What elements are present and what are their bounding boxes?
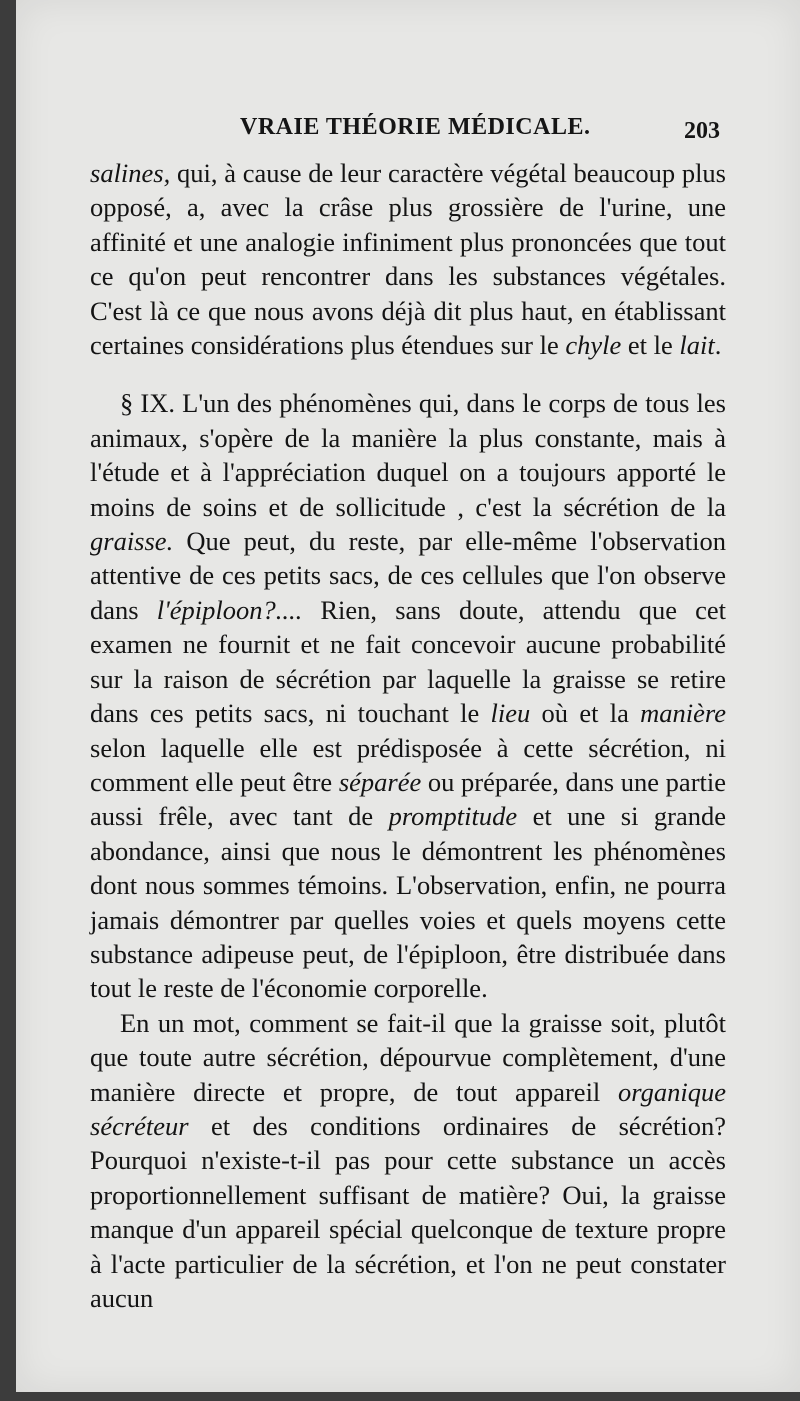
- italic-word: organique sécréteur: [90, 1076, 726, 1141]
- book-page: [16, 0, 800, 1392]
- italic-word: l'épiploon?....: [156, 594, 303, 625]
- text-body: [90, 156, 726, 1315]
- text-run: et des conditions ordinaires de sécrétion? Pourquoi n'existe-t-il pas pour cette substance un accès proportionnellement suffisant de matière? Oui, la graisse manque d'un appareil spécial quelconque de texture propre à l'acte particulier de la sécrétion, et l'on ne peut constater aucun: [90, 1110, 726, 1313]
- text-run: Que peut, du reste, par elle-même l'observation attentive de ces petits sacs, de ces cellules que l'on observe dans: [90, 526, 726, 625]
- italic-word: graisse.: [90, 526, 174, 557]
- paragraph-1: [90, 156, 726, 362]
- italic-word: salines,: [90, 158, 171, 188]
- italic-word: lait: [679, 330, 715, 361]
- text-run: selon laquelle elle est prédisposée à cette sécrétion, ni comment elle peut être: [90, 732, 726, 797]
- page-header: [16, 114, 800, 150]
- text-run: qui, à cause de leur caractère végétal beaucoup plus opposé, a, avec la crâse plus grossière de l'urine, une affinité et une analogie infiniment plus prononcées que tout ce qu'on peut rencontrer dans les substances végétales. C'est là ce que nous avons déjà dit plus haut, en établissant certaines considérations plus étendues sur le: [90, 158, 726, 361]
- page-number: 203: [684, 118, 720, 144]
- text-run: et une si grande abondance, ainsi que nous le démontrent les phénomènes dont nous sommes témoins. L'observation, enfin, ne pourra jamais démontrer par quelles voies et quels moyens cette substance adipeuse peut, de l'épiploon, être distribuée dans tout le reste de l'économie corporelle.: [90, 801, 726, 1004]
- italic-word: séparée: [338, 766, 422, 797]
- text-run: .: [714, 330, 722, 361]
- italic-word: promptitude: [388, 801, 518, 832]
- text-run: L'un des phénomènes qui, dans le corps de tous les animaux, s'opère de la manière la plus constante, mais à l'étude et à l'appréciation duquel on a toujours apporté le moins de soins et de sollicitude , c'est la sécrétion de la: [90, 388, 726, 522]
- text-run: ou préparée, dans une partie aussi frêle, avec tant de: [90, 766, 727, 832]
- text-run: En un mot, comment se fait-il que la graisse soit, plutôt que toute autre sécrétion, dépourvue complètement, d'une manière directe et propre, de tout appareil: [90, 1007, 726, 1107]
- section-marker: § IX.: [120, 388, 175, 419]
- text-run: et le: [621, 330, 680, 361]
- paragraph-2: [90, 386, 726, 1005]
- running-head: VRAIE THÉORIE MÉDICALE.: [240, 114, 591, 140]
- text-run: où et la: [530, 698, 641, 729]
- italic-word: chyle: [565, 330, 622, 361]
- italic-word: manière: [640, 698, 726, 729]
- paragraph-3: [90, 1006, 726, 1316]
- italic-word: lieu: [490, 698, 531, 729]
- text-run: Rien, sans doute, attendu que cet examen ne fournit et ne fait concevoir aucune probabilité sur la raison de sécrétion par laquelle la graisse se retire dans ces petits sacs, ni touchant le: [90, 594, 726, 729]
